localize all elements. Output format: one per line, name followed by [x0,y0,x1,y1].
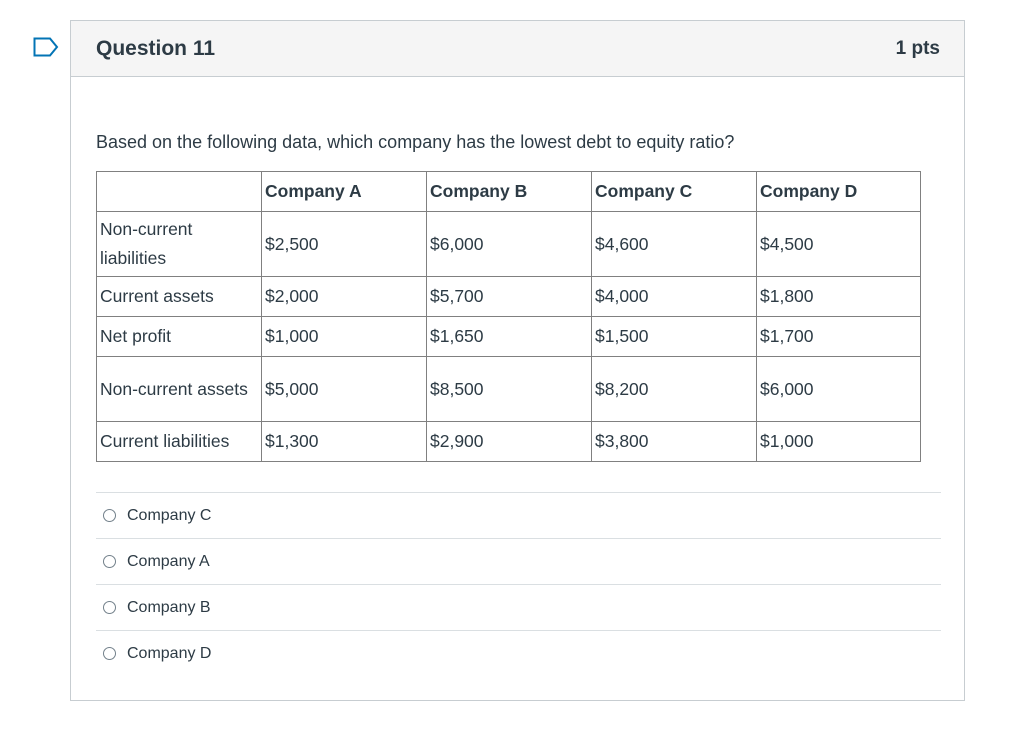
table-cell: $1,300 [262,422,427,462]
row-label: Net profit [97,317,262,357]
table-cell: $1,800 [757,277,921,317]
table-cell: $1,650 [427,317,592,357]
bookmark-icon[interactable] [33,37,59,57]
column-header: Company A [262,172,427,212]
column-header: Company D [757,172,921,212]
answer-label: Company B [127,598,211,616]
question-header [71,21,964,77]
table-row [97,277,921,317]
row-label: Non-current assets [97,357,262,422]
table-cell: $5,000 [262,357,427,422]
table-cell: $8,500 [427,357,592,422]
table-row [97,212,921,277]
answer-option[interactable] [96,538,941,584]
question-text: Based on the following data, which company has the lowest debt to equity ratio? [96,132,735,152]
question-card [70,20,965,701]
answer-list [96,492,941,676]
answer-option[interactable] [96,630,941,676]
answer-option[interactable] [96,492,941,538]
table-cell: $3,800 [592,422,757,462]
answer-label: Company D [127,644,212,662]
table-cell: $6,000 [757,357,921,422]
table-cell: $2,000 [262,277,427,317]
question-title: Question 11 [96,36,216,60]
table-cell: $5,700 [427,277,592,317]
answer-option[interactable] [96,584,941,630]
question-points: 1 pts [895,37,940,59]
answer-label: Company C [127,506,212,524]
row-label: Non-current liabilities [97,212,262,277]
radio-unchecked-icon[interactable] [103,647,116,660]
table-cell: $2,900 [427,422,592,462]
table-row [97,357,921,422]
table-cell: $1,500 [592,317,757,357]
table-cell: $1,000 [262,317,427,357]
answer-label: Company A [127,552,210,570]
table-cell: $6,000 [427,212,592,277]
table-cell: $1,700 [757,317,921,357]
table-header-row [97,172,921,212]
column-header [97,172,262,212]
table-row [97,317,921,357]
column-header: Company B [427,172,592,212]
radio-unchecked-icon[interactable] [103,509,116,522]
row-label: Current liabilities [97,422,262,462]
table-cell: $4,500 [757,212,921,277]
table-cell: $8,200 [592,357,757,422]
table-cell: $4,000 [592,277,757,317]
radio-unchecked-icon[interactable] [103,601,116,614]
table-cell: $1,000 [757,422,921,462]
table-cell: $2,500 [262,212,427,277]
table-cell: $4,600 [592,212,757,277]
column-header: Company C [592,172,757,212]
data-table [96,171,921,462]
row-label: Current assets [97,277,262,317]
table-row [97,422,921,462]
radio-unchecked-icon[interactable] [103,555,116,568]
